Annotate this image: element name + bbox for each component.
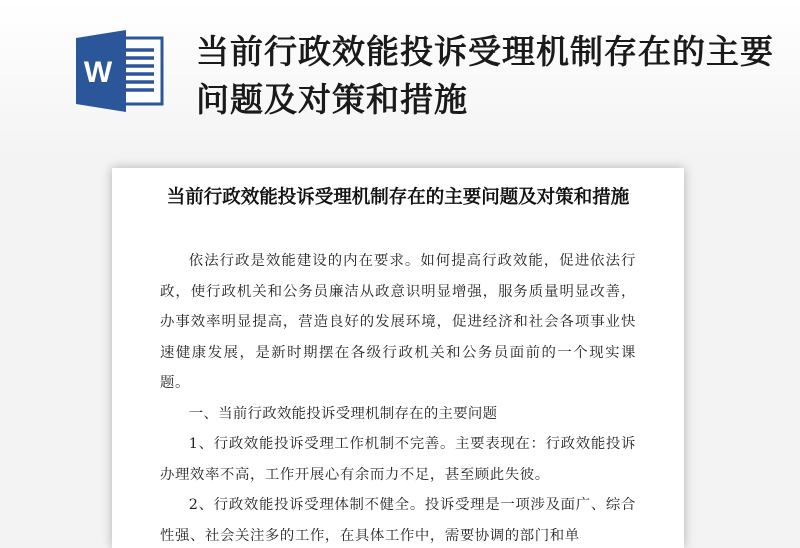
word-icon xyxy=(74,30,166,112)
paragraph-intro: 依法行政是效能建设的内在要求。如何提高行政效能，促进依法行政，使行政机关和公务员廉洁从政意识明显增强，服务质量明显改善，办事效率明显提高，营造良好的发展环境，促进经济和社会各项事业快速健康发展，是新时期摆在各级行政机关和公务员面前的一个现实课题。 xyxy=(160,253,636,391)
paragraph-problem-2: 2、行政效能投诉受理体制不健全。投诉受理是一项涉及面广、综合性强、社会关注多的工作，在具体工作中，需要协调的部门和单 xyxy=(160,497,636,544)
document-title: 当前行政效能投诉受理机制存在的主要问题及对策和措施 xyxy=(166,187,630,208)
document-body xyxy=(160,246,636,548)
word-icon-letter: W xyxy=(83,56,113,89)
paragraph-problem-1: 1、行政效能投诉受理工作机制不完善。主要表现在：行政效能投诉办理效率不高，工作开展心有余而力不足，甚至顾此失彼。 xyxy=(160,436,636,483)
banner-title: 当前行政效能投诉受理机制存在的主要问题及对策和措施 xyxy=(196,32,774,119)
section-heading: 一、当前行政效能投诉受理机制存在的主要问题 xyxy=(188,405,498,422)
document-page xyxy=(112,168,684,548)
